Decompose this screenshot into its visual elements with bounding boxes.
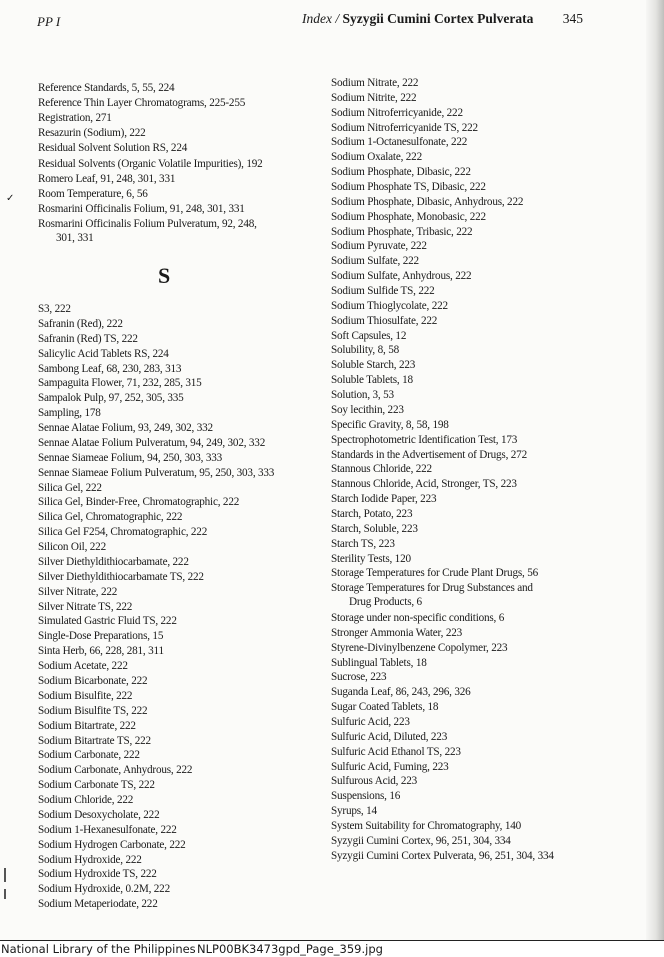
index-entry <box>38 317 123 331</box>
index-entry <box>38 347 169 361</box>
index-entry <box>331 507 412 521</box>
index-entry <box>38 332 138 346</box>
index-entry <box>331 552 411 566</box>
index-entry-text: Sodium Bisulfite TS, 222 <box>38 704 148 717</box>
index-entry <box>38 202 245 216</box>
index-entry-text: Silica Gel, 222 <box>38 481 102 494</box>
index-entry-text: Sodium Bitartrate TS, 222 <box>38 734 151 747</box>
index-entry-text: Single-Dose Preparations, 15 <box>38 630 164 643</box>
page-number: 345 <box>562 11 583 26</box>
index-entry <box>331 730 447 744</box>
index-entry-text: Silver Nitrate TS, 222 <box>38 600 133 613</box>
index-entry-text: Sampling, 178 <box>38 407 101 420</box>
index-entry-text: Sodium Carbonate TS, 222 <box>38 779 155 792</box>
index-entry <box>38 157 263 171</box>
index-entry-text: Sennae Alatae Folium Pulveratum, 94, 249, 302, 332 <box>38 436 266 449</box>
index-entry-text: Rosmarini Officinalis Folium Pulveratum, 92, 248, <box>38 217 257 230</box>
section-letter: S <box>158 263 171 288</box>
index-entry <box>331 492 436 506</box>
index-entry <box>38 187 148 201</box>
index-entry <box>331 685 471 699</box>
index-entry-text: Sulfuric Acid Ethanol TS, 223 <box>331 745 461 758</box>
index-entry <box>38 629 163 643</box>
index-entry <box>331 537 395 551</box>
index-entry <box>38 406 101 420</box>
index-entry-text: Suspensions, 16 <box>331 790 401 803</box>
index-entry-text: Standards in the Advertisement of Drugs, 272 <box>331 448 527 461</box>
index-entry-text: S3, 222 <box>38 303 71 315</box>
index-entry-text: Silver Nitrate, 222 <box>38 585 118 598</box>
index-entry <box>38 540 106 554</box>
index-entry <box>331 433 517 447</box>
index-entry-text: Storage Temperatures for Crude Plant Drugs, 56 <box>331 567 538 580</box>
index-entry <box>38 674 147 688</box>
index-entry-text: Reference Standards, 5, 55, 224 <box>38 82 175 94</box>
index-entry <box>38 585 117 599</box>
index-entry <box>38 644 164 658</box>
index-entry-text: Sodium Nitrite, 222 <box>331 91 417 104</box>
index-entry-text: Sodium Sulfate, 222 <box>331 255 419 268</box>
running-head-left: PP I <box>37 14 61 29</box>
index-entry-text: Simulated Gastric Fluid TS, 222 <box>38 615 177 628</box>
index-entry <box>331 195 523 209</box>
index-entry-text: Storage Temperatures for Drug Substances and <box>331 582 533 595</box>
index-entry-text: Sodium Oxalate, 222 <box>331 151 422 164</box>
index-entry <box>331 269 471 283</box>
index-entry-text: Solution, 3, 53 <box>331 389 394 402</box>
index-entry-text: Salicylic Acid Tablets RS, 224 <box>38 347 169 360</box>
index-entry-text: Sodium Hydroxide TS, 222 <box>38 868 157 881</box>
running-title: Syzygii Cumini Cortex Pulverata <box>342 11 534 26</box>
index-entry-text: Residual Solvent Solution RS, 224 <box>38 142 188 155</box>
index-entry <box>38 882 170 896</box>
index-entry-text: Sodium Thioglycolate, 222 <box>331 299 448 312</box>
index-entry <box>38 555 189 569</box>
index-entry <box>331 626 462 640</box>
index-entry-text: Sodium Hydroxide, 0.2M, 222 <box>38 883 170 896</box>
index-entry-text: Starch Iodide Paper, 223 <box>331 493 437 506</box>
index-entry <box>331 760 449 774</box>
index-entry <box>38 172 175 186</box>
index-entry <box>331 314 437 328</box>
index-entry <box>331 745 461 759</box>
index-entry <box>331 373 413 387</box>
index-entry <box>38 838 186 852</box>
index-entry <box>331 106 463 120</box>
index-entry-text: Silicon Oil, 222 <box>38 541 106 554</box>
index-entry-text: Sodium 1-Octanesulfonate, 222 <box>331 136 468 149</box>
index-entry <box>38 141 187 155</box>
index-entry <box>38 421 213 435</box>
index-entry <box>331 388 394 402</box>
index-entry-text: Sodium Nitrate, 222 <box>331 77 419 89</box>
index-entry-text: Stannous Chloride, 222 <box>331 463 432 476</box>
index-entry-text: Styrene-Divinylbenzene Copolymer, 223 <box>331 641 508 654</box>
index-entry-text: Sodium Phosphate, Monobasic, 222 <box>331 210 486 223</box>
index-entry-text: Starch TS, 223 <box>331 537 395 550</box>
index-entry <box>38 704 147 718</box>
index-entry <box>38 689 132 703</box>
index-entry-text: Sampaguita Flower, 71, 232, 285, 315 <box>38 377 202 390</box>
index-entry-text: Sodium Sulfate, Anhydrous, 222 <box>331 270 472 283</box>
library-credit: National Library of the Philippines <box>1 942 196 956</box>
index-entry <box>38 362 181 376</box>
index-entry <box>331 329 406 343</box>
index-entry <box>331 165 471 179</box>
index-entry-text: Silica Gel, Binder-Free, Chromatographic, 222 <box>38 496 240 509</box>
index-entry-text: Sublingual Tablets, 18 <box>331 656 427 669</box>
index-entry <box>38 126 146 140</box>
scan-footer <box>0 941 664 957</box>
index-entry-text: Spectrophotometric Identification Test, 173 <box>331 433 518 446</box>
index-entry-text: Sennae Alatae Folium, 93, 249, 302, 332 <box>38 422 213 435</box>
index-entry-text: Rosmarini Officinalis Folium, 91, 248, 301, 331 <box>38 202 245 215</box>
index-label: Index / <box>302 11 340 26</box>
running-head-right <box>302 11 583 27</box>
margin-bar <box>4 889 6 899</box>
index-entry-text: Suganda Leaf, 86, 243, 296, 326 <box>331 686 471 699</box>
index-entry-text: Soluble Starch, 223 <box>331 359 416 372</box>
index-entry-text: Sodium Nitroferricyanide, 222 <box>331 106 463 119</box>
index-entry <box>331 715 410 729</box>
index-entry-text: Sinta Herb, 66, 228, 281, 311 <box>38 645 164 658</box>
index-entry <box>331 254 419 268</box>
index-entry <box>38 867 157 881</box>
index-entry <box>331 656 427 670</box>
index-entry <box>331 343 399 357</box>
index-entry-text: Sterility Tests, 120 <box>331 552 411 565</box>
index-entry-text: Solubility, 8, 58 <box>331 344 399 357</box>
index-entry-text: Sodium Hydrogen Carbonate, 222 <box>38 838 186 851</box>
index-entry-text: Sodium Acetate, 222 <box>38 660 128 673</box>
index-entry <box>331 180 486 194</box>
index-entry <box>331 299 448 313</box>
margin-bar <box>4 868 6 882</box>
index-entry <box>38 376 202 390</box>
margin-mark: ✓ <box>6 193 15 204</box>
index-entry <box>331 403 404 417</box>
index-entry <box>331 121 478 135</box>
index-entry <box>331 418 449 432</box>
index-entry <box>38 302 71 316</box>
index-entry-text: Sampalok Pulp, 97, 252, 305, 335 <box>38 392 184 405</box>
index-entry <box>38 570 204 584</box>
index-entry <box>38 823 177 837</box>
index-entry-text: Sambong Leaf, 68, 230, 283, 313 <box>38 362 182 375</box>
index-entry <box>331 566 538 580</box>
index-entry <box>331 76 418 90</box>
index-entry-text: Starch, Potato, 223 <box>331 507 413 520</box>
index-entry-text: Sodium Carbonate, 222 <box>38 749 140 762</box>
index-entry <box>331 581 533 609</box>
index-entry-text: Storage under non-specific conditions, 6 <box>331 611 505 624</box>
index-entry <box>38 778 155 792</box>
index-entry-continuation: 301, 331 <box>56 231 94 244</box>
index-entry <box>38 748 140 762</box>
index-entry <box>331 670 386 684</box>
index-entry-text: Silica Gel, Chromatographic, 222 <box>38 511 183 524</box>
index-entry-text: Sucrose, 223 <box>331 671 387 684</box>
index-entry-text: Safranin (Red), 222 <box>38 317 123 330</box>
index-entry-text: Syrups, 14 <box>331 805 377 818</box>
index-entry <box>38 436 265 450</box>
index-entry-text: System Suitability for Chromatography, 140 <box>331 820 522 832</box>
index-entry <box>38 614 177 628</box>
index-entry <box>38 525 207 539</box>
index-entry-text: Registration, 271 <box>38 112 112 125</box>
index-entry <box>331 611 504 625</box>
index-entry-text: Sodium Desoxycholate, 222 <box>38 808 160 821</box>
index-entry-text: Syzygii Cumini Cortex Pulverata, 96, 251, 304, 334 <box>331 849 554 862</box>
index-entry-text: Sennae Siameae Folium Pulveratum, 95, 250, 303, 333 <box>38 466 275 479</box>
index-entry-text: Sodium Thiosulfate, 222 <box>331 314 438 327</box>
index-entry-text: Sulfuric Acid, 223 <box>331 715 410 728</box>
index-entry-text: Sulfuric Acid, Fuming, 223 <box>331 760 449 773</box>
index-entry-text: Sodium 1-Hexanesulfonate, 222 <box>38 823 177 836</box>
index-entry-text: Soft Capsules, 12 <box>331 329 407 342</box>
page-edge-shadow <box>646 0 664 940</box>
index-entry <box>38 659 128 673</box>
index-entry <box>331 789 400 803</box>
index-entry-text: Sulfuric Acid, Diluted, 223 <box>331 730 448 743</box>
index-entry <box>331 641 507 655</box>
scan-filename: NLP00BK3473gpd_Page_359.jpg <box>197 942 383 956</box>
index-entry-text: Romero Leaf, 91, 248, 301, 331 <box>38 172 176 185</box>
index-entry-text: Specific Gravity, 8, 58, 198 <box>331 418 449 431</box>
index-entry <box>331 135 467 149</box>
index-entry-continuation: Drug Products, 6 <box>349 596 422 609</box>
index-entry-text: Sodium Metaperiodate, 222 <box>38 898 158 911</box>
index-entry-text: Sodium Bicarbonate, 222 <box>38 675 148 687</box>
index-entry <box>38 808 159 822</box>
index-entry-text: Sodium Phosphate, Tribasic, 222 <box>331 225 473 238</box>
index-entry <box>331 849 554 863</box>
index-entry-text: Sodium Carbonate, Anhydrous, 222 <box>38 764 193 777</box>
index-entry <box>331 358 415 372</box>
index-entry <box>38 451 222 465</box>
index-entry-text: Sennae Siameae Folium, 94, 250, 303, 333 <box>38 451 223 464</box>
index-entry-text: Sodium Chloride, 222 <box>38 794 134 807</box>
index-entry <box>38 481 102 495</box>
index-entry <box>331 477 517 491</box>
index-entry-text: Resazurin (Sodium), 222 <box>38 127 146 140</box>
index-entry-text: Silica Gel F254, Chromatographic, 222 <box>38 526 208 539</box>
index-entry <box>38 391 184 405</box>
index-entry-text: Soy lecithin, 223 <box>331 403 404 416</box>
index-entry-text: Sugar Coated Tablets, 18 <box>331 701 439 714</box>
index-entry-text: Residual Solvents (Organic Volatile Impurities), 192 <box>38 157 263 170</box>
index-entry <box>331 819 521 833</box>
index-entry-text: Sodium Phosphate, Dibasic, Anhydrous, 222 <box>331 195 524 208</box>
index-entry <box>38 600 132 614</box>
index-entry <box>331 462 432 476</box>
index-entry <box>331 804 377 818</box>
index-entry <box>38 111 112 125</box>
index-entry <box>331 210 486 224</box>
index-entry <box>331 522 418 536</box>
index-entry <box>38 734 151 748</box>
index-entry-text: Reference Thin Layer Chromatograms, 225-255 <box>38 97 246 110</box>
index-entry <box>38 81 174 95</box>
index-entry <box>38 495 239 509</box>
index-entry-text: Starch, Soluble, 223 <box>331 522 418 535</box>
index-entry <box>331 834 511 848</box>
index-entry <box>331 774 417 788</box>
index-entry-text: Sodium Bitartrate, 222 <box>38 719 136 732</box>
index-entry-text: Sodium Pyruvate, 222 <box>331 240 427 253</box>
index-entry-text: Silver Diethyldithiocarbamate, 222 <box>38 555 189 568</box>
index-entry-text: Syzygii Cumini Cortex, 96, 251, 304, 334 <box>331 834 511 847</box>
index-entry <box>38 217 257 245</box>
index-entry-text: Sodium Sulfide TS, 222 <box>331 285 435 298</box>
index-entry-text: Room Temperature, 6, 56 <box>38 187 148 200</box>
index-entry-text: Sodium Phosphate TS, Dibasic, 222 <box>331 181 486 194</box>
index-entry-text: Stronger Ammonia Water, 223 <box>331 626 462 639</box>
index-entry-text: Sodium Phosphate, Dibasic, 222 <box>331 166 471 179</box>
index-entry <box>38 897 158 911</box>
index-entry <box>331 284 435 298</box>
index-entry-text: Soluble Tablets, 18 <box>331 374 413 387</box>
index-entry-text: Stannous Chloride, Acid, Stronger, TS, 223 <box>331 478 517 491</box>
index-entry-text: Safranin (Red) TS, 222 <box>38 332 138 345</box>
index-entry <box>331 700 438 714</box>
index-entry <box>331 239 427 253</box>
index-entry <box>38 466 274 480</box>
index-entry <box>331 91 416 105</box>
index-entry <box>38 510 182 524</box>
index-entry <box>331 150 422 164</box>
index-entry <box>331 225 472 239</box>
index-entry <box>38 763 192 777</box>
index-entry-text: Sulfurous Acid, 223 <box>331 775 418 788</box>
index-entry <box>38 853 142 867</box>
index-entry <box>331 448 527 462</box>
index-entry-text: Sodium Hydroxide, 222 <box>38 853 142 866</box>
index-entry <box>38 719 136 733</box>
index-entry-text: Sodium Bisulfite, 222 <box>38 689 133 702</box>
index-entry-text: Sodium Nitroferricyanide TS, 222 <box>331 121 478 134</box>
index-entry <box>38 793 133 807</box>
index-entry-text: Silver Diethyldithiocarbamate TS, 222 <box>38 570 204 583</box>
index-entry <box>38 96 245 110</box>
